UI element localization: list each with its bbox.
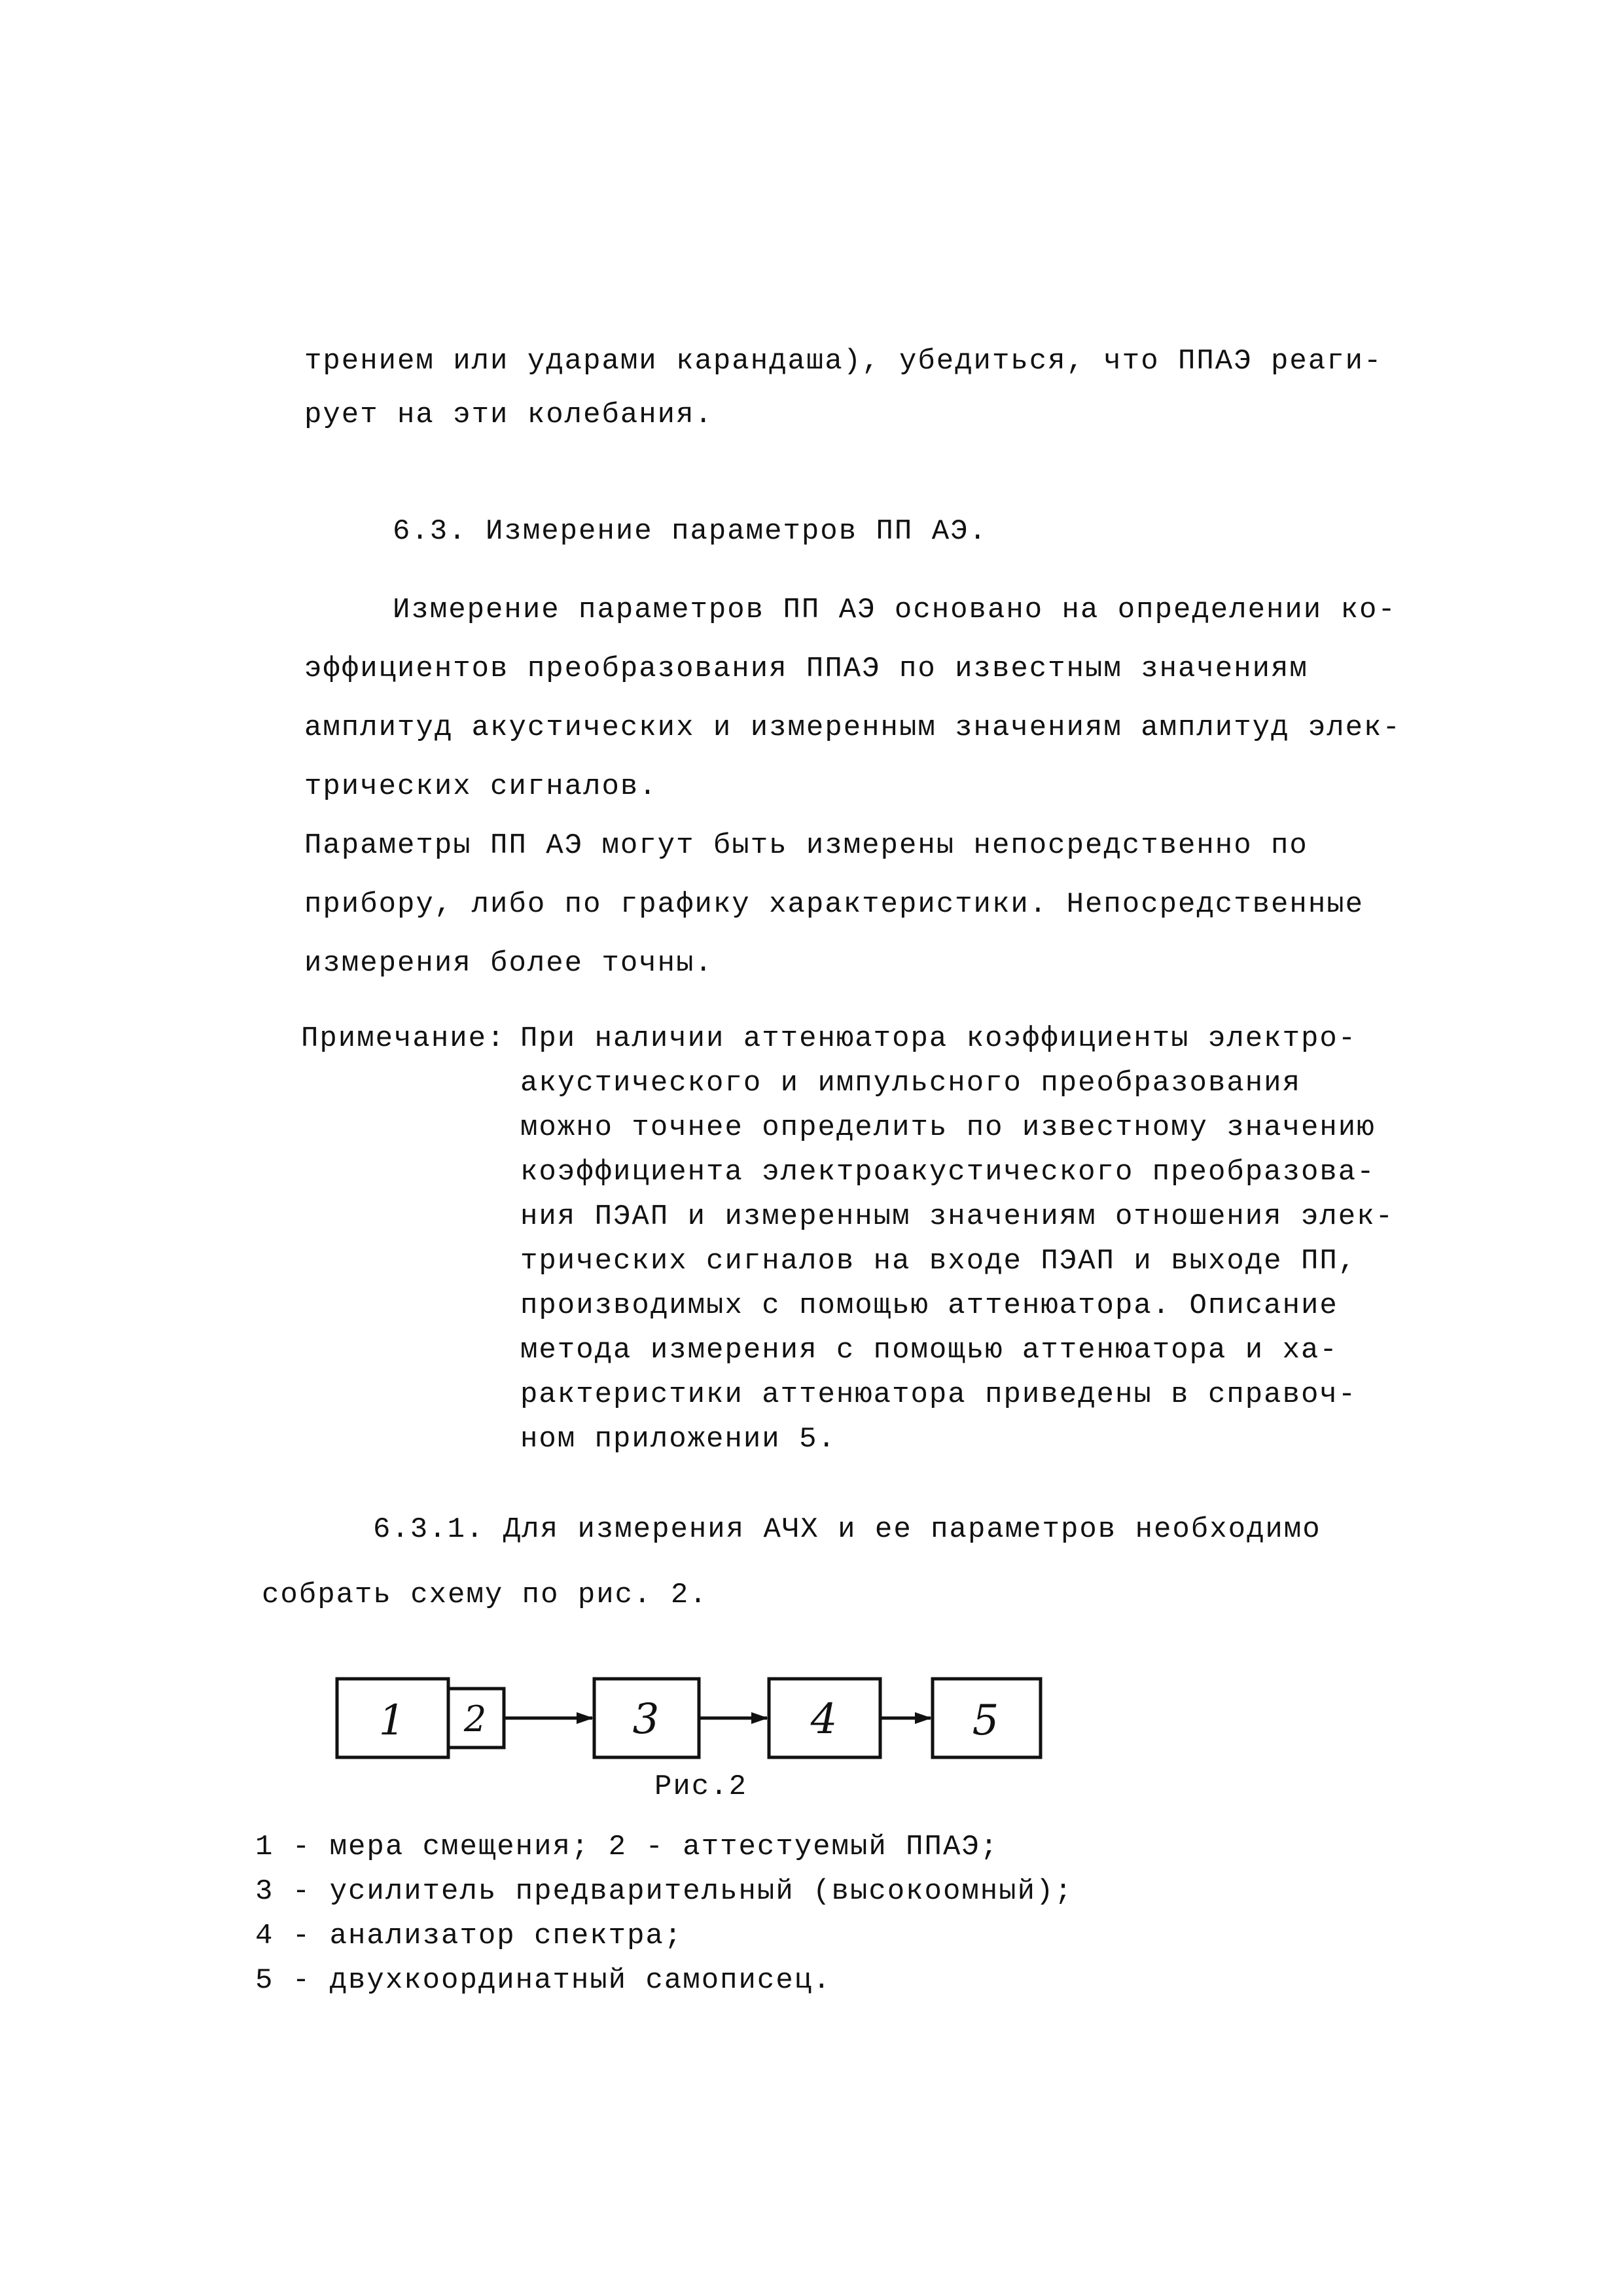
note-line-3: можно точнее определить по известному значению (520, 1111, 1376, 1144)
block-3-label: 3 (632, 1695, 661, 1744)
note-line-6: трических сигналов на входе ПЭАП и выходе ПП, (520, 1245, 1357, 1278)
continuation-line-1: трением или ударами карандаша), убедиться, что ППАЭ реаги- (304, 345, 1383, 378)
legend-line-3: 4 - анализатор спектра; (255, 1920, 683, 1952)
paragraph-2-line-2: прибору, либо по графику характеристики. Непосредственные (304, 888, 1364, 921)
paragraph-2-line-3: измерения более точны. (304, 947, 713, 980)
subsection-line-1: 6.3.1. Для измерения АЧХ и ее параметров необходимо (373, 1513, 1321, 1546)
paragraph-1-line-1: Измерение параметров ПП АЭ основано на определении ко- (393, 594, 1397, 626)
paragraph-1-line-2: эффициентов преобразования ППАЭ по известным значениям (304, 653, 1308, 685)
note-line-1: При наличии аттенюатора коэффициенты электро- (520, 1022, 1357, 1055)
note-line-5: ния ПЭАП и измеренным значениям отношения элек- (520, 1200, 1395, 1233)
note-line-7: производимых с помощью аттенюатора. Описание (520, 1289, 1338, 1322)
note-line-4: коэффициента электроакустического преобразова- (520, 1156, 1376, 1189)
paragraph-1-line-3: амплитуд акустических и измеренным значениям амплитуд элек- (304, 711, 1401, 744)
block-4-label: 4 (810, 1695, 839, 1744)
note-line-9: рактеристики аттенюатора приведены в справоч- (520, 1378, 1357, 1411)
legend-line-4: 5 - двухкоординатный самописец. (255, 1964, 832, 1997)
block-2-label: 2 (463, 1698, 488, 1740)
note-line-8: метода измерения с помощью аттенюатора и ха- (520, 1334, 1338, 1367)
note-label: Примечание: (301, 1022, 506, 1055)
subsection-line-2: собрать схему по рис. 2. (262, 1579, 708, 1611)
section-heading: 6.3. Измерение параметров ПП АЭ. (393, 515, 988, 548)
legend-line-2: 3 - усилитель предварительный (высокоомный); (255, 1875, 1073, 1908)
block-5-label: 5 (972, 1696, 1001, 1745)
block-1-label: 1 (378, 1696, 407, 1745)
paragraph-2-line-1: Параметры ПП АЭ могут быть измерены непосредственно по (304, 829, 1308, 862)
note-line-10: ном приложении 5. (520, 1423, 836, 1456)
continuation-line-2: рует на эти колебания. (304, 399, 713, 431)
paragraph-1-line-4: трических сигналов. (304, 770, 658, 803)
figure-caption: Рис.2 (654, 1770, 748, 1803)
note-line-2: акустического и импульсного преобразования (520, 1067, 1301, 1100)
legend-line-1: 1 - мера смещения; 2 - аттестуемый ППАЭ; (255, 1831, 999, 1863)
